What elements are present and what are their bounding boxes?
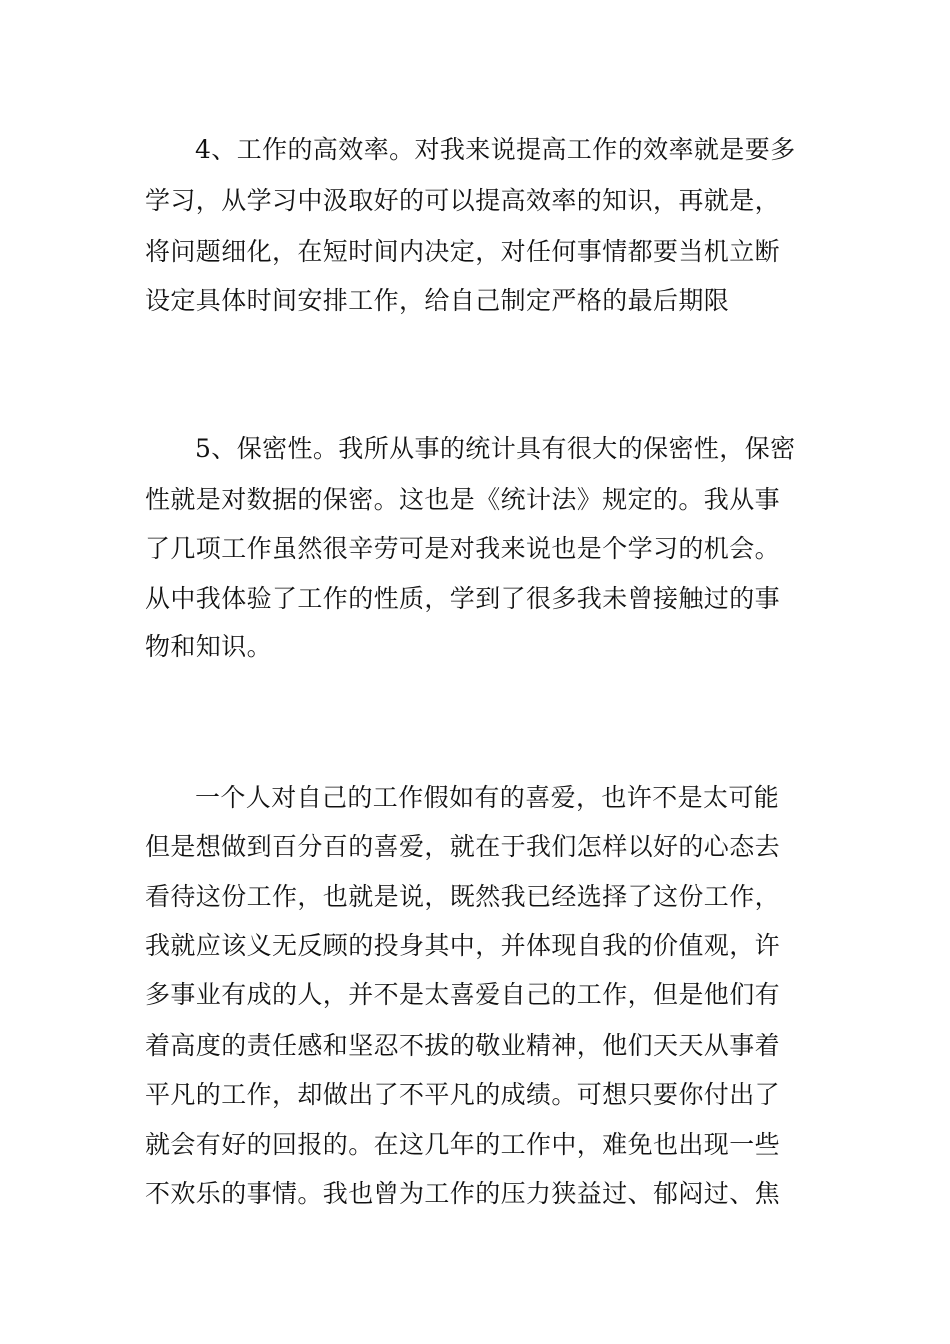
paragraph-6-line-9: 不欢乐的事情。我也曾为工作的压力狭益过、郁闷过、焦 bbox=[145, 1179, 781, 1208]
paragraph-6-line-1: 一个人对自己的工作假如有的喜爱，也许不是太可能 bbox=[195, 783, 780, 812]
paragraph-6-line-3: 看待这份工作，也就是说，既然我已经选择了这份工作， bbox=[145, 882, 781, 911]
paragraph-6-line-4: 我就应该义无反顾的投身其中，并体现自我的价值观，许 bbox=[145, 931, 781, 960]
paragraph-6-line-2: 但是想做到百分百的喜爱，就在于我们怎样以好的心态去 bbox=[145, 832, 781, 861]
paragraph-5-line-3: 了几项工作虽然很辛劳可是对我来说也是个学习的机会。 bbox=[145, 534, 781, 563]
paragraph-5-line-5: 物和知识。 bbox=[145, 632, 273, 661]
paragraph-4-line-1: 4、工作的高效率。对我来说提高工作的效率就是要多 bbox=[195, 135, 796, 164]
paragraph-6-line-7: 平凡的工作，却做出了不平凡的成绩。可想只要你付出了 bbox=[145, 1080, 781, 1109]
paragraph-6-line-5: 多事业有成的人，并不是太喜爱自己的工作，但是他们有 bbox=[145, 980, 781, 1009]
paragraph-4-line-3: 将问题细化，在短时间内决定，对任何事情都要当机立断 bbox=[145, 237, 781, 266]
paragraph-4-line-4: 设定具体时间安排工作，给自己制定严格的最后期限 bbox=[145, 286, 730, 315]
paragraph-5-line-2: 性就是对数据的保密。这也是《统计法》规定的。我从事 bbox=[145, 485, 781, 514]
paragraph-5-line-1: 5、保密性。我所从事的统计具有很大的保密性，保密 bbox=[195, 434, 796, 463]
paragraph-6-line-8: 就会有好的回报的。在这几年的工作中，难免也出现一些 bbox=[145, 1130, 781, 1159]
paragraph-6-line-6: 着高度的责任感和坚忍不拔的敬业精神，他们天天从事着 bbox=[145, 1031, 781, 1060]
paragraph-4-line-2: 学习，从学习中汲取好的可以提高效率的知识，再就是， bbox=[145, 186, 781, 215]
paragraph-5-line-4: 从中我体验了工作的性质，学到了很多我未曾接触过的事 bbox=[145, 584, 781, 613]
